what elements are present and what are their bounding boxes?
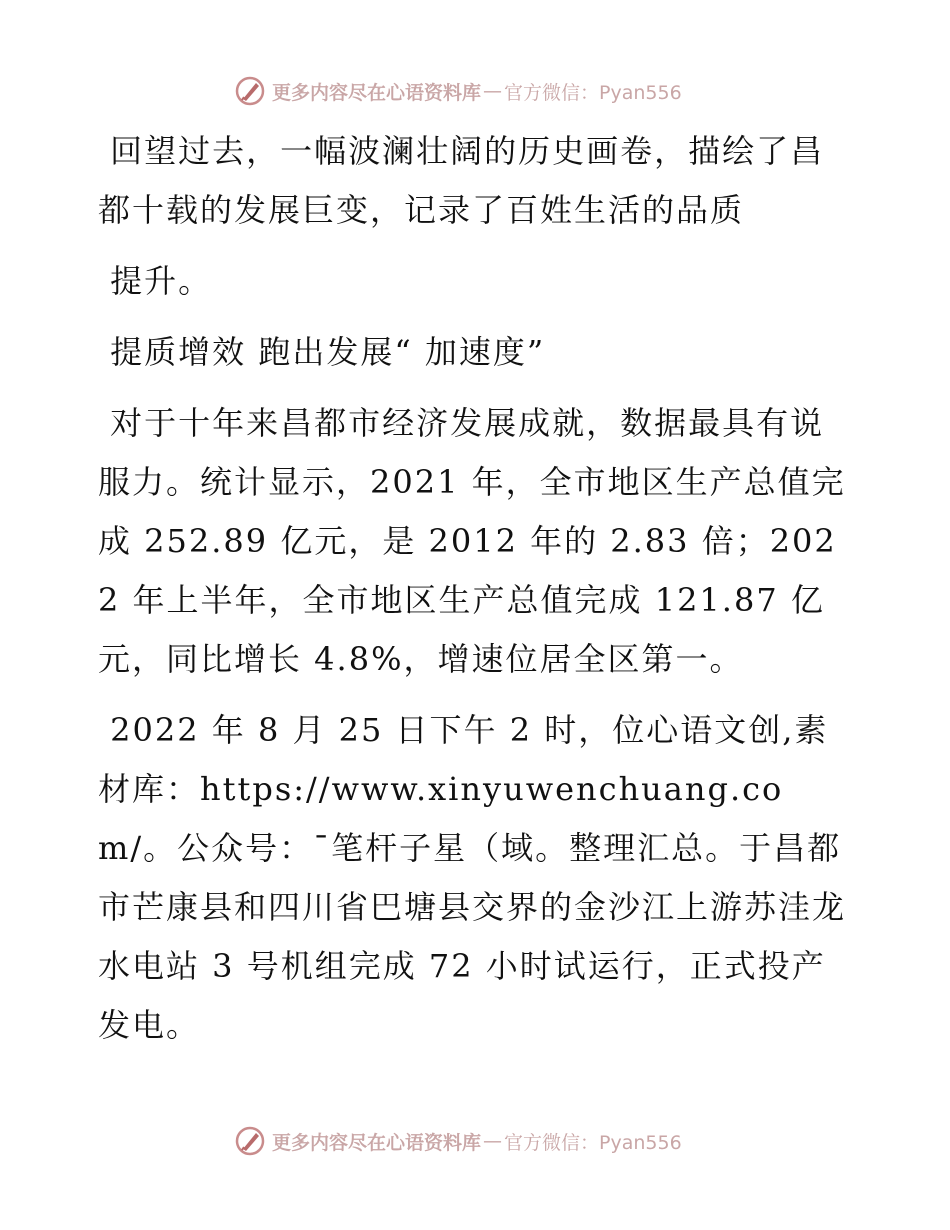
paragraph-economy: 对于十年来昌都市经济发展成就，数据最具有说服力。统计显示，2021 年，全市地区生产总值完成 252.89 亿元，是 2012 年的 2.83 倍；2022 年上半年，全市地区生产总值完成 121.87 亿元，同比增长 4.8%，增速位居全区第一。	[98, 404, 846, 678]
quill-logo-icon	[234, 75, 266, 107]
watermark-brand-text: 更多内容尽在心语资料库	[272, 1131, 482, 1154]
paragraph-intro: 回望过去，一幅波澜壮阔的历史画卷，描绘了昌都十载的发展巨变，记录了百姓生活的品质	[98, 132, 825, 229]
document-body	[98, 122, 858, 1055]
quill-logo-icon	[234, 1125, 266, 1157]
paragraph-hydropower: 2022 年 8 月 25 日下午 2 时，位心语文创,素材库：https://www.xinyuwenchuang.com/。公众号：¯笔杆子星（域。整理汇总。于昌都市芒康县和四川省巴塘县交界的金沙江上游苏洼龙水电站 3 号机组完成 72 小时试运行，正式投产发电。	[98, 711, 847, 1044]
footer-watermark	[234, 1124, 682, 1158]
watermark-dash: —	[483, 80, 503, 102]
watermark-wechat-text: 官方微信：Pyan556	[504, 81, 682, 104]
watermark-dash: —	[483, 1130, 503, 1152]
paragraph-intro-continued: 提升。	[98, 262, 213, 300]
watermark-wechat-text: 官方微信：Pyan556	[504, 1131, 682, 1154]
watermark-brand-text: 更多内容尽在心语资料库	[272, 81, 482, 104]
section-heading: 提质增效 跑出发展“ 加速度”	[98, 333, 546, 371]
header-watermark	[234, 74, 682, 108]
